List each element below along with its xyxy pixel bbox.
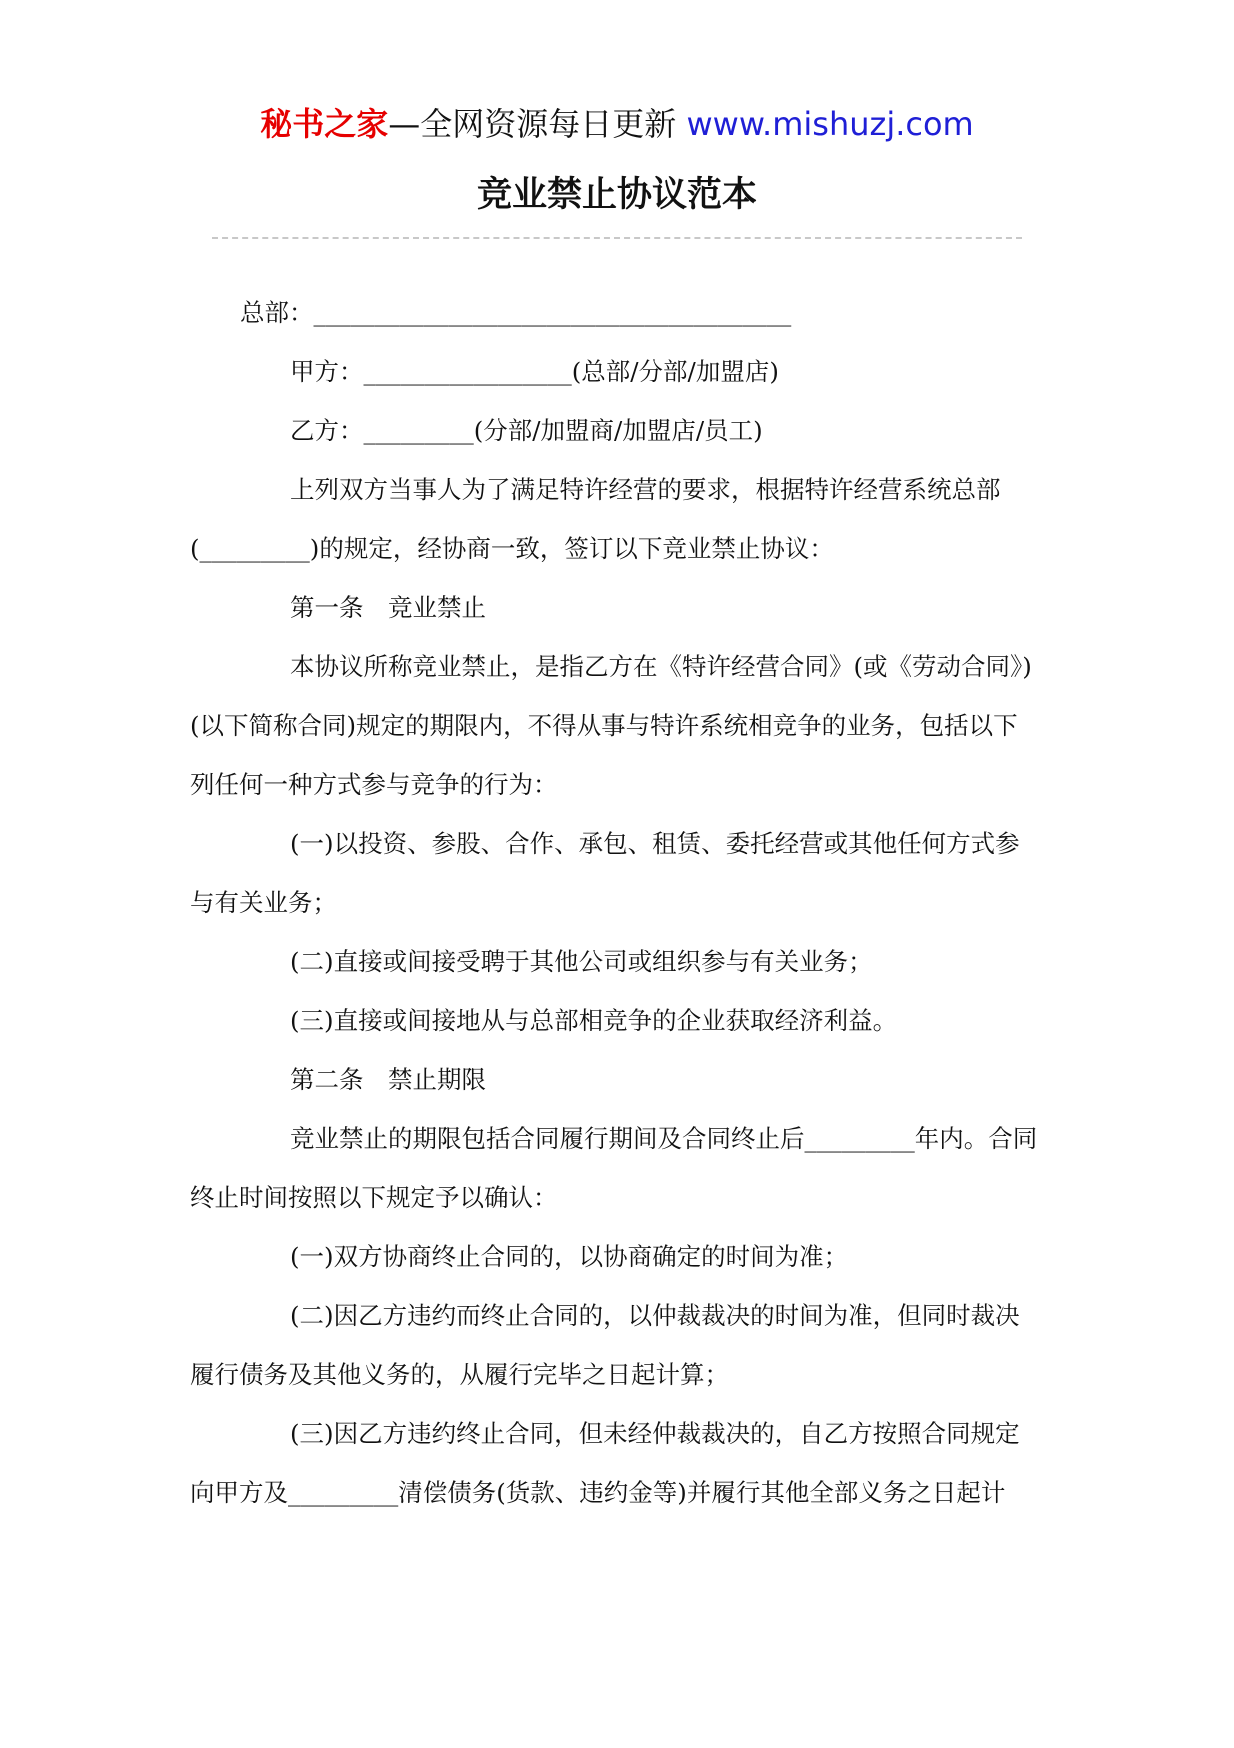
field-headquarters: 总部：_______________________________________ [240, 298, 792, 327]
article-1-item-2: (二)直接或间接受聘于其他公司或组织参与有关业务； [290, 947, 873, 976]
article-2-paragraph: 竞业禁止的期限包括合同履行期间及合同终止后_________年内。合同终止时间按照以下规定予以确认： [190, 1124, 1038, 1212]
article-2-item-1: (一)双方协商终止合同的，以协商确定的时间为准； [290, 1242, 849, 1271]
article-1-paragraph: 本协议所称竞业禁止，是指乙方在《特许经营合同》(或《劳动合同》)(以下简称合同)规定的期限内，不得从事与特许系统相竞争的业务，包括以下列任何一种方式参与竞争的行为： [190, 652, 1032, 799]
site-header [0, 100, 1234, 148]
brand-name: 秘书之家 [260, 105, 389, 143]
preamble-paragraph: 上列双方当事人为了满足特许经营的要求，根据特许经营系统总部(_________)的规定，经协商一致，签订以下竞业禁止协议： [190, 475, 1001, 563]
field-party-a: 甲方：_________________(总部/分部/加盟店) [290, 357, 779, 386]
header-tagline: —全网资源每日更新 [388, 105, 677, 143]
field-party-b: 乙方：_________(分部/加盟商/加盟店/员工) [290, 416, 763, 445]
title-divider [212, 237, 1022, 239]
article-2-heading: 第二条 禁止期限 [290, 1065, 486, 1094]
article-2-item-3: (三)因乙方违约终止合同，但未经仲裁裁决的，自乙方按照合同规定向甲方及_________清偿债务(货款、违约金等)并履行其他全部义务之日起计 [190, 1419, 1020, 1507]
article-1-item-3: (三)直接或间接地从与总部相竞争的企业获取经济利益。 [290, 1006, 898, 1035]
article-2-item-2: (二)因乙方违约而终止合同的，以仲裁裁决的时间为准，但同时裁决履行债务及其他义务的，从履行完毕之日起计算； [190, 1301, 1020, 1389]
site-url-link[interactable]: www.mishuzj.com [686, 105, 974, 143]
article-1-heading: 第一条 竞业禁止 [290, 593, 486, 622]
document-body [190, 283, 1040, 1522]
article-1-item-1: (一)以投资、参股、合作、承包、租赁、委托经营或其他任何方式参与有关业务； [190, 829, 1020, 917]
document-title: 竞业禁止协议范本 [476, 175, 757, 215]
